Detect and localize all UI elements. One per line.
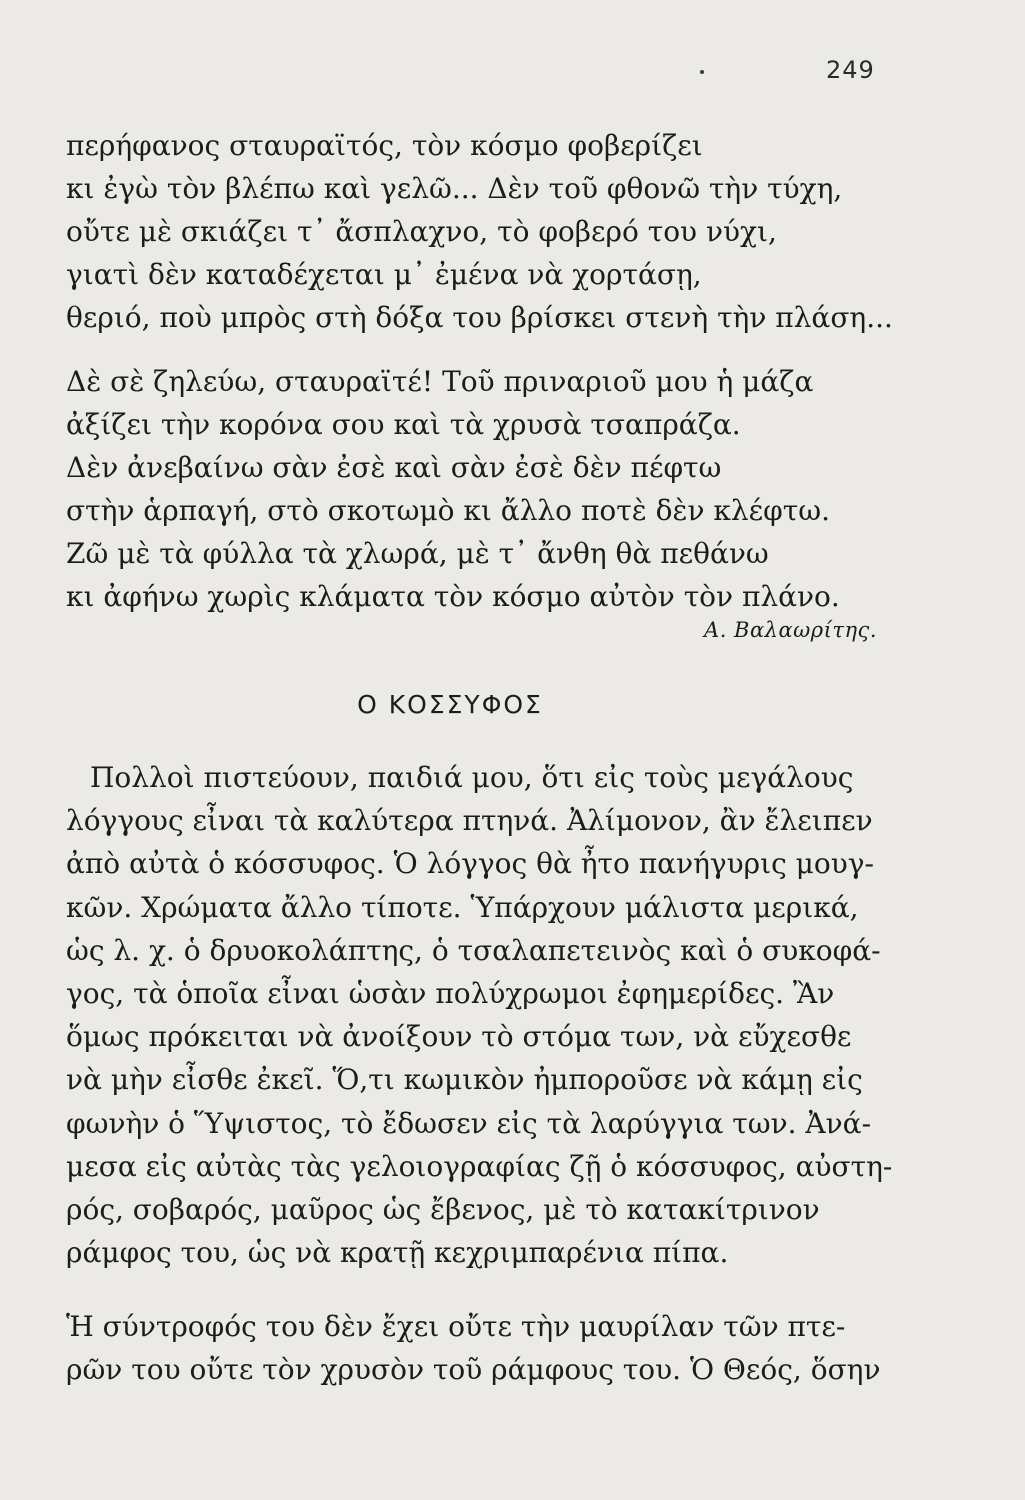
- section-title: Ο ΚΟΣΣΥΦΟΣ: [357, 690, 543, 719]
- prose-line: ὡς λ. χ. ὁ δρυοκολάπτης, ὁ τσαλαπετεινὸς καὶ ὁ συκοφά-: [66, 933, 881, 967]
- prose-line: νὰ μὴν εἶσθε ἐκεῖ. Ὅ,τι κωμικὸν ἠμποροῦσε νὰ κάμῃ εἰς: [66, 1063, 863, 1097]
- poem-line: ἀξίζει τὴν κορόνα σου καὶ τὰ χρυσὰ τσαπράζα.: [66, 408, 741, 441]
- prose-line: λόγγους εἶναι τὰ καλύτερα πτηνά. Ἀλίμονον, ἂν ἔλειπεν: [66, 804, 873, 838]
- poem-line: στὴν ἁρπαγή, στὸ σκοτωμὸ κι ἄλλο ποτὲ δὲν κλέφτω.: [66, 494, 830, 527]
- poem-line: Δὲν ἀνεβαίνω σὰν ἐσὲ καὶ σὰν ἐσὲ δὲν πέφτω: [66, 451, 722, 484]
- prose-line: γος, τὰ ὁποῖα εἶναι ὡσὰν πολύχρωμοι ἐφημερίδες. Ἂν: [66, 977, 835, 1011]
- poem-line: κι ἐγὼ τὸν βλέπω καὶ γελῶ... Δὲν τοῦ φθονῶ τὴν τύχη,: [66, 172, 843, 205]
- prose-line: Πολλοὶ πιστεύουν, παιδιά μου, ὅτι εἰς τοὺς μεγάλους: [90, 761, 854, 794]
- stray-ink-mark: [700, 70, 704, 74]
- poem-stanza-1: [66, 124, 896, 339]
- prose-paragraph-2: [66, 1305, 886, 1391]
- poem-line: περήφανος σταυραϊτός, τὸν κόσμο φοβερίζει: [66, 129, 703, 162]
- poem-author: Α. Βαλαωρίτης.: [704, 618, 877, 642]
- poem-line: Ζῶ μὲ τὰ φύλλα τὰ χλωρά, μὲ τ᾽ ἄνθη θὰ πεθάνω: [66, 537, 769, 570]
- prose-line: φωνὴν ὁ Ὕψιστος, τὸ ἔδωσεν εἰς τὰ λαρύγγια των. Ἀνά-: [66, 1106, 872, 1140]
- prose-line: μεσα εἰς αὐτὰς τὰς γελοιογραφίας ζῇ ὁ κόσσυφος, αὐστη-: [66, 1149, 893, 1183]
- prose-line: ἀπὸ αὐτὰ ὁ κόσσυφος. Ὁ λόγγος θὰ ἦτο πανήγυρις μουγ-: [66, 847, 874, 881]
- poem-line: Δὲ σὲ ζηλεύω, σταυραϊτέ! Τοῦ πριναριοῦ μου ἡ μάζα: [66, 365, 814, 398]
- prose-line: ράμφος του, ὡς νὰ κρατῇ κεχριμπαρένια πίπα.: [66, 1236, 729, 1270]
- poem-line: θεριό, ποὺ μπρὸς στὴ δόξα του βρίσκει στενὴ τὴν πλάση...: [66, 301, 893, 334]
- prose-line: ρός, σοβαρός, μαῦρος ὡς ἔβενος, μὲ τὸ κατακίτρινον: [66, 1193, 820, 1227]
- page-number: 249: [826, 56, 875, 84]
- prose-line: ρῶν του οὔτε τὸν χρυσὸν τοῦ ράμφους του. Ὁ Θεός, ὅσην: [66, 1353, 881, 1387]
- prose-line: ὅμως πρόκειται νὰ ἀνοίξουν τὸ στόμα των, νὰ εὔχεσθε: [66, 1020, 852, 1054]
- poem-line: γιατὶ δὲν καταδέχεται μ᾽ ἐμένα νὰ χορτάσῃ,: [66, 258, 702, 291]
- prose-paragraph-1: [66, 756, 893, 1274]
- prose-line: κῶν. Χρώματα ἄλλο τίποτε. Ὑπάρχουν μάλιστα μερικά,: [66, 890, 859, 924]
- prose-line: Ἡ σύντροφός του δὲν ἔχει οὔτε τὴν μαυρίλαν τῶν πτε-: [66, 1310, 846, 1343]
- poem-line: οὔτε μὲ σκιάζει τ᾽ ἄσπλαχνο, τὸ φοβερό του νύχι,: [66, 215, 777, 248]
- poem-line: κι ἀφήνω χωρὶς κλάματα τὸν κόσμο αὐτὸν τὸν πλάνο.: [66, 580, 840, 613]
- poem-stanza-2: [66, 360, 896, 618]
